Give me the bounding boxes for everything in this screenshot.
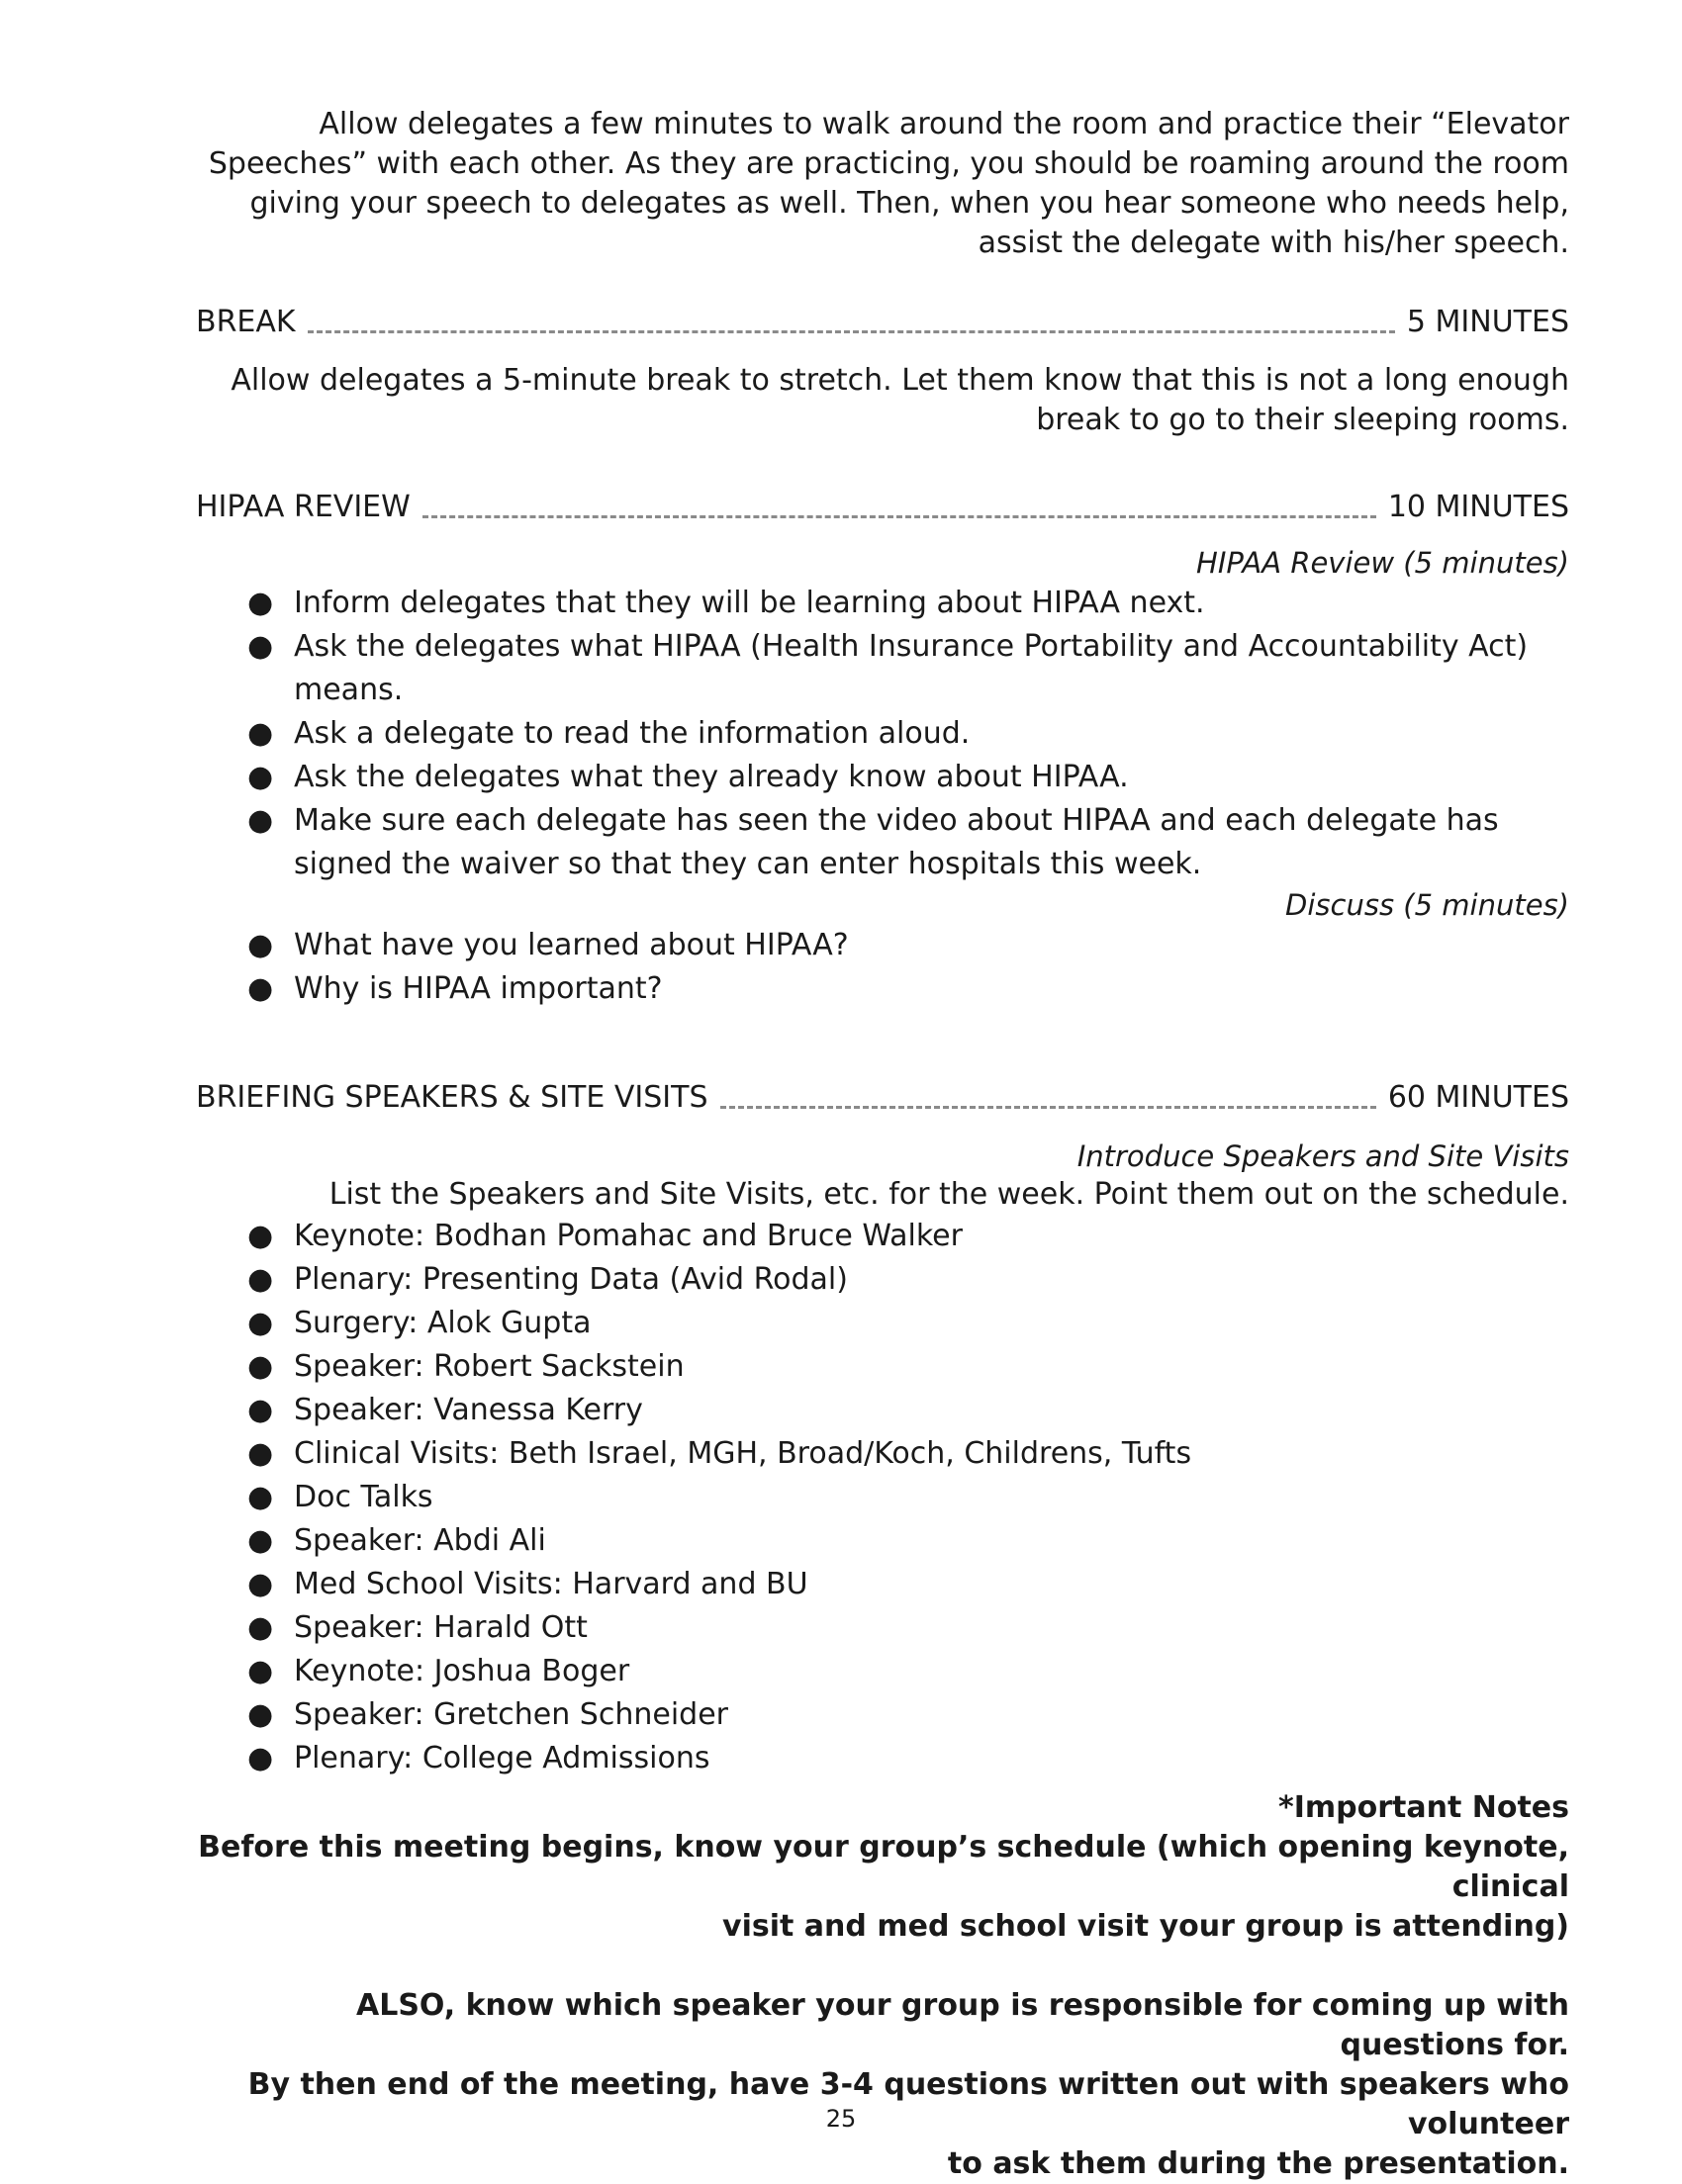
briefing-content bbox=[196, 1138, 1569, 1780]
bullet-icon: ● bbox=[247, 1741, 274, 1775]
bullet-icon: ● bbox=[247, 716, 274, 751]
list-item: ● Why is HIPAA important? bbox=[196, 967, 1569, 1011]
briefing-intro: List the Speakers and Site Visits, etc. for the week. Point them out on the schedule. bbox=[328, 1177, 1569, 1212]
break-line: break to go to their sleeping rooms. bbox=[1036, 403, 1569, 437]
dashed-leader bbox=[720, 1106, 1376, 1109]
subheading-hipaa-review: HIPAA Review (5 minutes) bbox=[1196, 546, 1569, 580]
intro-line: Speeches” with each other. As they are practicing, you should be roaming around the room bbox=[208, 146, 1569, 181]
bullet-icon: ● bbox=[247, 803, 274, 838]
list-item: ● What have you learned about HIPAA? bbox=[196, 924, 1569, 967]
list-item: ● Ask a delegate to read the information aloud. bbox=[196, 712, 1530, 756]
bullet-icon: ● bbox=[247, 1697, 274, 1732]
list-item: ● Speaker: Robert Sackstein bbox=[196, 1345, 1569, 1389]
list-item: ● Ask the delegates what they already know about HIPAA. bbox=[196, 756, 1530, 799]
bullet-icon: ● bbox=[247, 1480, 274, 1514]
list-item: ● Plenary: Presenting Data (Avid Rodal) bbox=[196, 1258, 1569, 1302]
dashed-leader bbox=[308, 330, 1395, 333]
list-item: ● Inform delegates that they will be learning about HIPAA next. bbox=[196, 582, 1530, 625]
bullet-icon: ● bbox=[247, 1654, 274, 1688]
intro-line: Allow delegates a few minutes to walk around the room and practice their “Elevator bbox=[319, 107, 1569, 141]
notes-line: By then end of the meeting, have 3-4 questions written out with speakers who volunteer bbox=[247, 2067, 1569, 2141]
bullet-icon: ● bbox=[247, 629, 274, 664]
list-item: ● Speaker: Vanessa Kerry bbox=[196, 1389, 1569, 1432]
list-item: ● Doc Talks bbox=[196, 1476, 1569, 1519]
bullet-icon: ● bbox=[247, 760, 274, 794]
subheading-introduce: Introduce Speakers and Site Visits bbox=[1076, 1139, 1569, 1173]
bullet-icon: ● bbox=[247, 1262, 274, 1297]
section-title: BREAK bbox=[196, 305, 296, 339]
break-paragraph bbox=[196, 361, 1569, 440]
dashed-leader bbox=[422, 515, 1376, 518]
bullet-icon: ● bbox=[247, 1523, 274, 1558]
bullet-icon: ● bbox=[247, 1436, 274, 1471]
list-item: ● Speaker: Harald Ott bbox=[196, 1606, 1569, 1650]
list-item: ● Make sure each delegate has seen the video about HIPAA and each delegate has signed the waiver so that they can enter hospitals this week. bbox=[196, 799, 1530, 886]
list-item: ● Surgery: Alok Gupta bbox=[196, 1302, 1569, 1345]
section-header-hipaa bbox=[196, 490, 1569, 525]
hipaa-list bbox=[196, 582, 1530, 886]
bullet-icon: ● bbox=[247, 1349, 274, 1384]
list-item: ● Speaker: Gretchen Schneider bbox=[196, 1693, 1569, 1737]
bullet-icon: ● bbox=[247, 1393, 274, 1427]
list-item: ● Ask the delegates what HIPAA (Health Insurance Portability and Accountability Act) means. bbox=[196, 625, 1530, 712]
list-item: ● Speaker: Abdi Ali bbox=[196, 1519, 1569, 1563]
section-title: HIPAA REVIEW bbox=[196, 490, 411, 524]
bullet-icon: ● bbox=[247, 928, 274, 962]
section-header-break bbox=[196, 305, 1569, 340]
bullet-icon: ● bbox=[247, 1219, 274, 1253]
list-item: ● Keynote: Joshua Boger bbox=[196, 1650, 1569, 1693]
bullet-icon: ● bbox=[247, 1567, 274, 1601]
notes-line: to ask them during the presentation. bbox=[947, 2146, 1569, 2181]
section-header-briefing bbox=[196, 1080, 1569, 1116]
notes-line: visit and med school visit your group is attending) bbox=[722, 1909, 1569, 1944]
list-item: ● Plenary: College Admissions bbox=[196, 1737, 1569, 1780]
section-title: BRIEFING SPEAKERS & SITE VISITS bbox=[196, 1080, 708, 1115]
intro-line: giving your speech to delegates as well. Then, when you hear someone who needs help, bbox=[249, 186, 1569, 221]
intro-paragraph bbox=[196, 105, 1569, 263]
bullet-icon: ● bbox=[247, 971, 274, 1006]
list-item: ● Med School Visits: Harvard and BU bbox=[196, 1563, 1569, 1606]
section-duration: 5 MINUTES bbox=[1406, 305, 1569, 339]
bullet-icon: ● bbox=[247, 586, 274, 620]
intro-line: assist the delegate with his/her speech. bbox=[978, 226, 1569, 260]
hipaa-content bbox=[196, 544, 1569, 1011]
section-duration: 10 MINUTES bbox=[1387, 490, 1569, 524]
speakers-list bbox=[196, 1215, 1569, 1780]
section-duration: 60 MINUTES bbox=[1387, 1080, 1569, 1115]
bullet-icon: ● bbox=[247, 1610, 274, 1645]
notes-line: Before this meeting begins, know your group’s schedule (which opening keynote, clinical bbox=[198, 1830, 1569, 1904]
discuss-list bbox=[196, 924, 1569, 1011]
break-line: Allow delegates a 5-minute break to stretch. Let them know that this is not a long enough bbox=[231, 363, 1569, 398]
bullet-icon: ● bbox=[247, 1306, 274, 1340]
notes-heading: *Important Notes bbox=[1278, 1790, 1569, 1825]
notes-line: ALSO, know which speaker your group is responsible for coming up with questions for. bbox=[355, 1988, 1569, 2062]
list-item: ● Clinical Visits: Beth Israel, MGH, Broad/Koch, Childrens, Tufts bbox=[196, 1432, 1569, 1476]
subheading-discuss: Discuss (5 minutes) bbox=[1285, 888, 1569, 922]
list-item: ● Keynote: Bodhan Pomahac and Bruce Walker bbox=[196, 1215, 1569, 1258]
page-number: 25 bbox=[825, 2105, 857, 2133]
